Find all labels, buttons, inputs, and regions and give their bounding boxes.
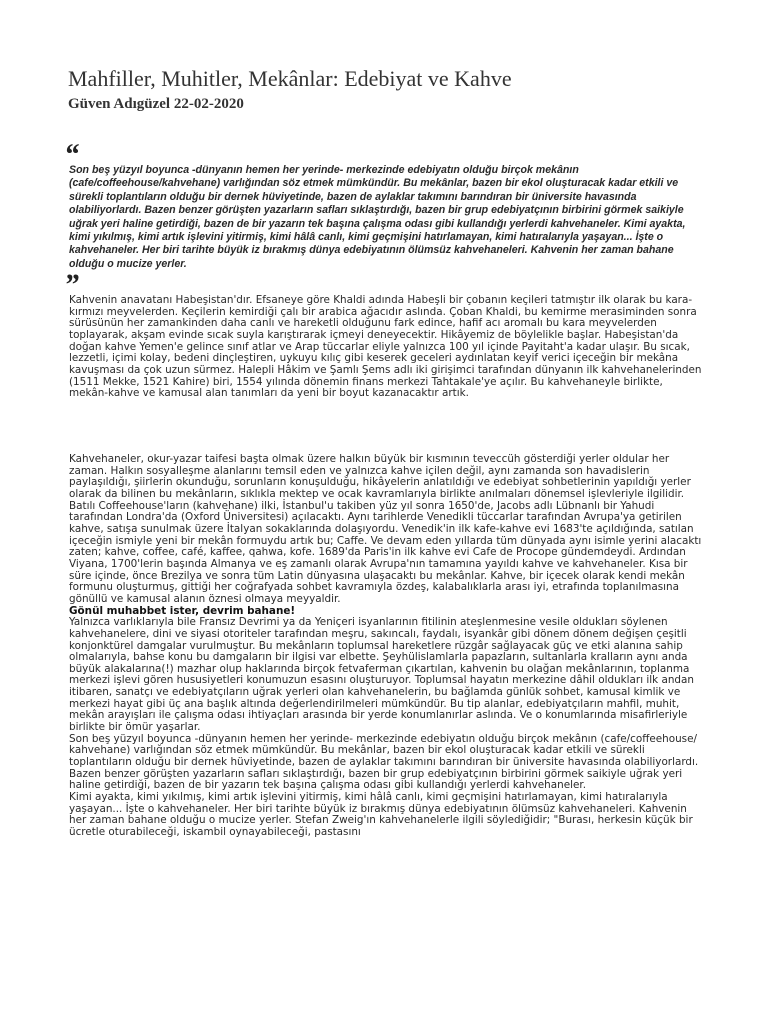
article-byline: Güven Adıgüzel 22-02-2020 <box>68 96 244 112</box>
paragraph: Batılı Coffeehouse'ların (kahvehane) ilki, İstanbul'u takiben yüz yıl sonra 1650'de, Jacobs adlı Lübnanlı bir Yahudi tarafından Londra'da (Oxford Üniversitesi) açılacaktı. Aynı tarihlerde Venedikli tüccarlar tarafından Avrupa'ya getirilen kahve, satışa sunulmak üzere İtalyan sokaklarında dolaşıyordu. Venedik'in ilk kafe-kahve evi 1683'te açıldığında, satılan içeceğin ismiyle yeni bir mekân formuydu artık bu; Caffe. Ve devam eden yıllarda tüm dünyada aynı isimle yerini alacaktı zaten; kahve, coffee, café, kaffee, qahwa, kofe. 1689'da Paris'in ilk kahve evi Cafe de Procope gündemdeydi. Ardından Viyana, 1700'lerin başında Almanya ve eş zamanlı olarak Avrupa'nın tamamına yayıldı kahve ve kahvehaneler. Kısa bir süre içinde, önce Brezilya ve sonra tüm Latin dünyasına ulaşacaktı bu mekânlar. Kahve, bir içecek olarak kendi mekân formunu oluşturmuş, gittiği her coğrafyada sohbet kavramıyla özdeş, kalabalıklarla arası iyi, etrafında toplanılmasına gönüllü ve kamusal alanın öznesi olmaya meyyaldir. <box>69 499 702 605</box>
article-title: Mahfiller, Muhitler, Mekânlar: Edebiyat ve Kahve <box>68 66 512 91</box>
close-quote-icon: ” <box>64 268 79 301</box>
article-body-intro <box>69 295 705 400</box>
paragraph: Kahvehaneler, okur-yazar taifesi başta olmak üzere halkın büyük bir kısmının teveccüh gösterdiği yerler oldular her zaman. Halkın sosyalleşme alanlarını temsil eden ve yalnızca kahve içilen değil, aynı zamanda son havadislerin paylaşıldığı, şiirlerin okunduğu, sorunların konuşulduğu, hikâyelerin anlatıldığı ve edebiyat sohbetlerinin yapıldığı yerler olarak da bilinen bu mekânların, sıklıkla mektep ve ocak kavramlarıyla birlikte anılmaları dönemsel işlevleriyle ilgilidir. <box>69 453 691 500</box>
paragraph: Kahvenin anavatanı Habeşistan'dır. Efsaneye göre Khaldi adında Habeşli bir çobanın keçileri tatmıştır ilk olarak bu kara-kırmızı meyvelerden. Keçilerin kemirdiği çalı bir arabica ağacıdır aslında. Çoban Khaldi, bu kemirme merasiminden sonra sürüsünün her zamankinden daha canlı ve hareketli olduğunu fark edince, hafif acı aromalı bu kara meyvelerden toplayarak, akşam evinde sıcak suyla karıştırarak içmeyi deneyecektir. Hikâyemiz de böylelikle başlar. Habeşistan'da doğan kahve Yemen'e gelince sınıf atlar ve Arap tüccarlar eliyle yalnızca 100 yıl içinde Payitaht'a kadar ulaşır. Bu sıcak, lezzetli, içimi kolay, bedeni dinçleştiren, uykuyu kılıç gibi keserek geceleri aydınlatan keyif verici içeceğin bir mekâna kavuşması da çok uzun sürmez. Halepli Hâkim ve Şamlı Şems adlı iki girişimci tarafından dünyanın ilk kahvehanelerinden (1511 Mekke, 1521 Kahire) biri, 1554 yılında dönemin finans merkezi Tahtakale'ye açılır. Bu kahvehaneyle birlikte, mekân-kahve ve kamusal alan tanımları da yeni bir boyut kazanacaktır artık. <box>69 294 702 400</box>
paragraph: Son beş yüzyıl boyunca -dünyanın hemen her yerinde- merkezinde edebiyatın olduğu birçok mekânın (cafe/coffeehouse/ kahvehane) varlığından söz etmek mümkündür. Bu mekânlar, bazen bir ekol oluşturacak kadar etkili ve sürekli toplantıların olduğu bir dernek hüviyetinde, bazen de aylaklar takımını barındıran bir üniversite havasında olabiliyorlardı. Bazen benzer görüşten yazarların safları sıklaştırdığı, bazen bir grup edebiyatçının birbirini görmek saikiyle uğrak yeri haline getirdiği, bazen de bir yazarın tek başına çalışma odası gibi kullandığı yerlerdi kahvehaneler. <box>69 732 699 792</box>
paragraph: Kimi ayakta, kimi yıkılmış, kimi artık işlevini yitirmiş, kimi hâlâ canlı, kimi geçmişini hatırlamayan, kimi hatıralarıyla yaşayan... İşte o kahvehaneler. Her biri tarihte büyük iz bırakmış dünya edebiyatının ölümsüz kahvehaneleri. Kahvenin her zaman bahane olduğu o mucize yerler. Stefan Zweig'ın kahvehanelerle ilgili söylediğidir; "Burası, herkesin küçük bir ücretle oturabileceği, iskambil oynayabileceği, pastasını <box>69 791 693 838</box>
article-body-main <box>69 454 705 839</box>
open-quote-icon: “ <box>64 138 79 171</box>
pull-quote: Son beş yüzyıl boyunca -dünyanın hemen her yerinde- merkezinde edebiyatın olduğu birçok mekânın (cafe/coffeehouse/kahvehane) varlığından söz etmek mümkündür. Bu mekânlar, bazen bir ekol oluşturacak kadar etkili ve sürekli toplantıların olduğu bir dernek hüviyetinde, bazen de aylaklar takımını barındıran bir üniversite havasında olabiliyorlardı. Bazen benzer görüşten yazarların safları sıklaştırdığı, bazen bir grup edebiyatçının birbirini görmek saikiyle uğrak yeri haline getirdiği, bazen de bir yazarın tek başına çalışma odası gibi kullandığı yerlerdi kahvehaneler. Kimi ayakta, kimi yıkılmış, kimi artık işlevini yitirmiş, kimi hâlâ canlı, kimi geçmişini hatırlamayan, kimi hatıralarıyla yaşayan... İşte o kahvehaneler. Her biri tarihte büyük iz bırakmış dünya edebiyatının ölümsüz kahvehaneleri. Kahvenin her zaman bahane olduğu o mucize yerler. <box>69 164 686 270</box>
paragraph: Yalnızca varlıklarıyla bile Fransız Devrimi ya da Yeniçeri isyanlarının fitilinin ateşlenmesine vesile oldukları söylenen kahvehanelere, dini ve siyasi otoriteler tarafından meşru, sakıncalı, faydalı, isyankâr gibi dönem dönem değişen çeşitli konjonktürel damgalar vurulmuştur. Bu mekânların toplumsal hareketlere rüzgâr sağlayacak güç ve etki alanına sahip olmalarıyla, bahse konu bu damgaların bir ilgisi var elbette. Şeyhülislamlarla papazların, sultanlarla kralların aynı anda büyük alakalarına(!) mazhar olup haklarında birçok fetvaferman çıkartılan, kahvenin bu olağan mekânlarının, toplanma merkezi işlevi gören hususiyetleri konumuzun esasını oluşturuyor. Toplumsal hayatın merkezine dâhil oldukları ilk andan itibaren, sanatçı ve edebiyatçıların uğrak yerleri olan kahvehanelerin, bu bağlamda günlük sohbet, kamusal kimlik ve merkezi hayat gibi üç ana başlık altında değerlendirilmeleri mümkündür. Bu tip alanlar, edebiyatçıların mahfil, muhit, mekân arayışları ile çalışma odası ihtiyaçları arasında bir yerde konumlanırlar aslında. Ve o konumlarında misafirleriyle birlikte bir ömür yaşarlar. <box>69 616 694 734</box>
section-heading: Gönül muhabbet ister, devrim bahane! <box>69 604 296 617</box>
